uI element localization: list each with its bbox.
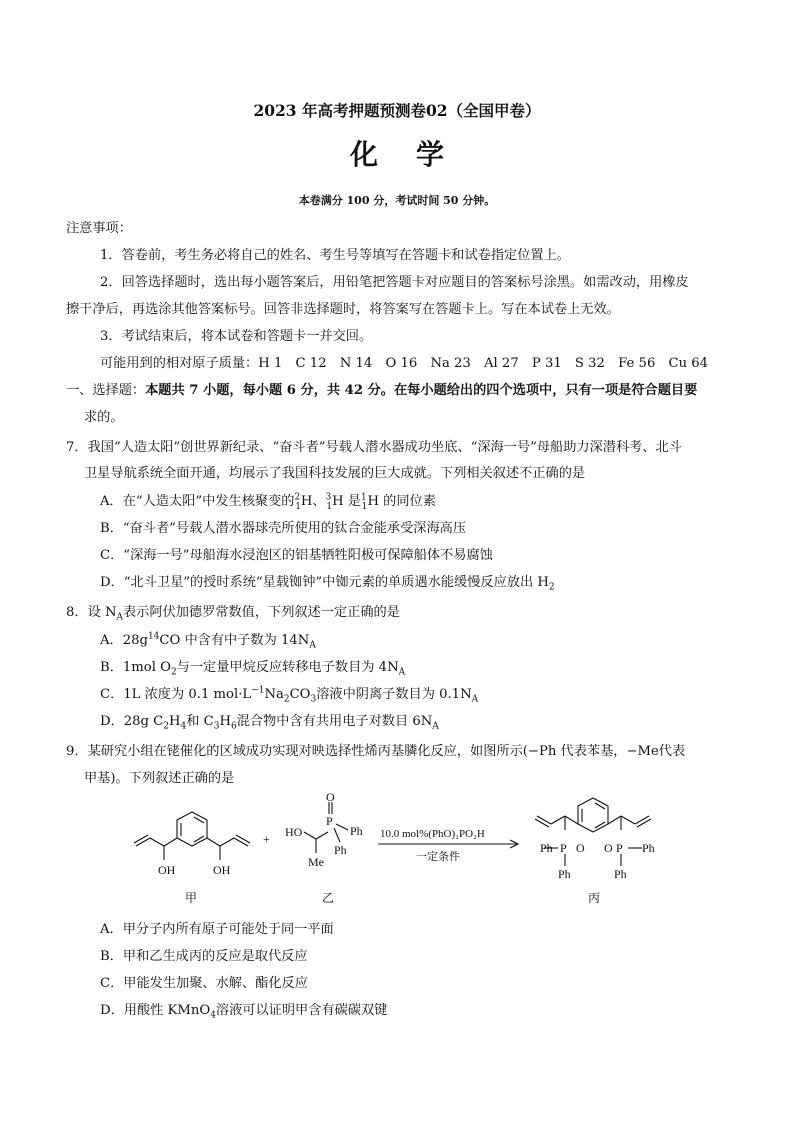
- q8-stem-post: 表示阿伏加德罗常数值，下列叙述一定正确的是: [123, 605, 400, 620]
- q8-option-d-sub2: 2: [163, 721, 169, 732]
- q8-stem-text: 8．设 N: [66, 605, 117, 620]
- q8-option-b-post: 与一定量甲烷反应转移电子数目为 4N: [176, 660, 399, 675]
- label-jia: 甲: [185, 891, 198, 905]
- yi-ph-2: Ph: [334, 843, 347, 857]
- q8-option-a-post: CO 中含有中子数为 14N: [159, 633, 310, 648]
- label-yi: 乙: [322, 891, 335, 905]
- section1-label: 一、选择题：: [66, 383, 146, 398]
- q8-option-c-sub-a: A: [471, 694, 479, 705]
- bing-p-left: P: [560, 841, 567, 855]
- bing-ph-bottom-right: Ph: [614, 867, 627, 881]
- q8-option-d-post: 混合物中含有共用电子对数目 6N: [236, 714, 433, 729]
- q8-option-b: [100, 656, 406, 678]
- q8-stem: [66, 601, 400, 623]
- section1-desc: 本题共 7 小题，每小题 6 分，共 42 分。在每小题给出的四个选项中，只有一项是符合题目要: [145, 383, 698, 398]
- reagent-text: 10.0 mol%(PhO)₂PO₂H: [380, 828, 485, 840]
- yi-ho: HO: [285, 825, 303, 839]
- q7-option-d: [100, 571, 555, 593]
- q8-option-d-mid: H: [169, 714, 181, 729]
- bing-ph-bottom-left: Ph: [558, 867, 571, 881]
- q8-option-a: [100, 629, 316, 651]
- q8-option-a-sub: A: [309, 640, 316, 651]
- instruction-item-2b: 擦干净后，再选涂其他答案标号。回答非选择题时，将答案写在答题卡上。写在本试卷上无效。: [66, 302, 620, 317]
- q8-option-d-mid2: 和 C: [186, 714, 214, 729]
- q9-stem-b: 甲基)。下列叙述正确的是: [84, 771, 235, 786]
- q8-option-b-sub: 2: [170, 667, 177, 678]
- instruction-item-2a: 2．回答选择题时，选出每小题答案后，用铅笔把答题卡对应题目的答案标号涂黑。如需改动，用橡皮: [100, 275, 689, 290]
- q7-option-c: C．“深海一号”母船海水浸泡区的铝基牺牲阳极可保障船体不易腐蚀: [100, 548, 493, 563]
- yi-o: O: [326, 790, 335, 804]
- q8-option-c-sup: −1: [251, 685, 265, 696]
- q8-option-d: [100, 710, 439, 732]
- q7-option-a-text: A．在“人造太阳”中发生核聚变的: [100, 494, 295, 509]
- q9-option-d-sub: 4: [210, 1010, 216, 1021]
- q8-option-c: [100, 683, 479, 705]
- q8-option-b-sub-a: A: [398, 667, 406, 678]
- bing-p-right: P: [616, 841, 623, 855]
- q7-option-b: B．“奋斗者”号载人潜水器球壳所使用的钛合金能承受深海高压: [100, 521, 467, 536]
- q7-option-a: A．在“人造太阳”中发生核聚变的$^2_1$H、$^3_1$H 是$^1_1$H 的同位素: [100, 492, 436, 512]
- q8-option-c-sub3: 3: [310, 694, 317, 705]
- q7-stem-a: 7．我国“人造太阳”创世界新纪录、“奋斗者”号载人潜水器成功坐底、“深海一号”母船助力深潜科考、北斗: [66, 440, 682, 455]
- q7-option-a-h1: H、: [300, 494, 326, 509]
- subject-title: 化学: [349, 138, 482, 171]
- q7-stem-b: 卫星导航系统全面开通，均展示了我国科技发展的巨大成就。下列相关叙述不正确的是: [84, 466, 586, 481]
- q9-option-b: B．甲和乙生成丙的反应是取代反应: [100, 949, 308, 964]
- instructions-heading: 注意事项：: [66, 221, 132, 236]
- q9-option-c: C．甲能发生加聚、水解、酯化反应: [100, 976, 308, 991]
- section1-heading: [66, 379, 697, 398]
- q8-option-c-text: C．1L 浓度为 0.1 mol·L: [100, 687, 252, 702]
- atomic-mass-line: 可能用到的相对原子质量：H 1 C 12 N 14 O 16 Na 23 Al 27 P 31 S 32 Fe 56 Cu 64: [100, 356, 709, 371]
- q7-option-d-sub: 2: [548, 582, 555, 593]
- yi-ph-1: Ph: [350, 824, 363, 838]
- bing-ph-left: Ph: [540, 841, 553, 855]
- q9-stem-a: 9．某研究小组在铑催化的区域成功实现对映选择性烯丙基膦化反应，如图所示(−Ph 代表苯基，−Me代表: [66, 744, 686, 759]
- yi-p: P: [326, 814, 333, 828]
- q8-option-d-sub6: 6: [230, 721, 237, 732]
- q9-option-d-post: 溶液可以证明甲含有碳碳双键: [215, 1003, 388, 1018]
- label-bing: 丙: [588, 891, 601, 905]
- jia-oh-left: OH: [158, 863, 176, 877]
- q8-option-a-text: A．28g: [100, 633, 148, 648]
- reaction-scheme: [120, 790, 680, 910]
- q8-option-d-text: D．28g C: [100, 714, 164, 729]
- plus-sign: +: [263, 832, 270, 846]
- q8-stem-sub: A: [116, 612, 123, 623]
- q8-option-d-sub4: 4: [180, 721, 187, 732]
- q9-option-d: [100, 999, 388, 1021]
- q8-option-d-sub-a: A: [432, 721, 439, 732]
- q8-option-a-sup: 14: [147, 631, 160, 642]
- q7-option-a-h3: H 的同位素: [367, 494, 436, 509]
- instruction-item-1: 1．答卷前，考生务必将自己的姓名、考生号等填写在答题卡和试卷指定位置上。: [100, 248, 570, 263]
- q9-option-a: A．甲分子内所有原子可能处于同一平面: [100, 922, 334, 937]
- bing-ph-right: Ph: [642, 841, 655, 855]
- q8-option-d-mid3: H: [219, 714, 231, 729]
- q8-option-d-sub3: 3: [213, 721, 220, 732]
- bing-o-right: O: [604, 841, 613, 855]
- section1-desc-b: 求的。: [84, 410, 124, 425]
- q8-option-c-mid: Na: [264, 687, 284, 702]
- q7-option-d-text: D．“北斗卫星”的授时系统“星载铷钟”中铷元素的单质遇水能缓慢反应放出 H: [100, 575, 549, 590]
- bing-o-left: O: [576, 841, 585, 855]
- q8-option-b-text: B．1mol O: [100, 660, 171, 675]
- jia-oh-right: OH: [213, 863, 231, 877]
- q8-option-c-mid2: CO: [289, 687, 311, 702]
- exam-title: 2023 年高考押题预测卷02（全国甲卷）: [253, 101, 541, 120]
- yi-me: Me: [308, 855, 324, 869]
- condition-text: 一定条件: [416, 851, 460, 863]
- q9-option-d-text: D．用酸性 KMnO: [100, 1003, 211, 1018]
- instruction-item-3: 3．考试结束后，将本试卷和答题卡一并交回。: [100, 329, 373, 344]
- q8-option-c-sub2: 2: [283, 694, 290, 705]
- q7-option-a-h2: H 是: [332, 494, 361, 509]
- exam-note: 本卷满分 100 分，考试时间 50 分钟。: [298, 194, 496, 207]
- q8-option-c-post: 溶液中阴离子数目为 0.1N: [316, 687, 472, 702]
